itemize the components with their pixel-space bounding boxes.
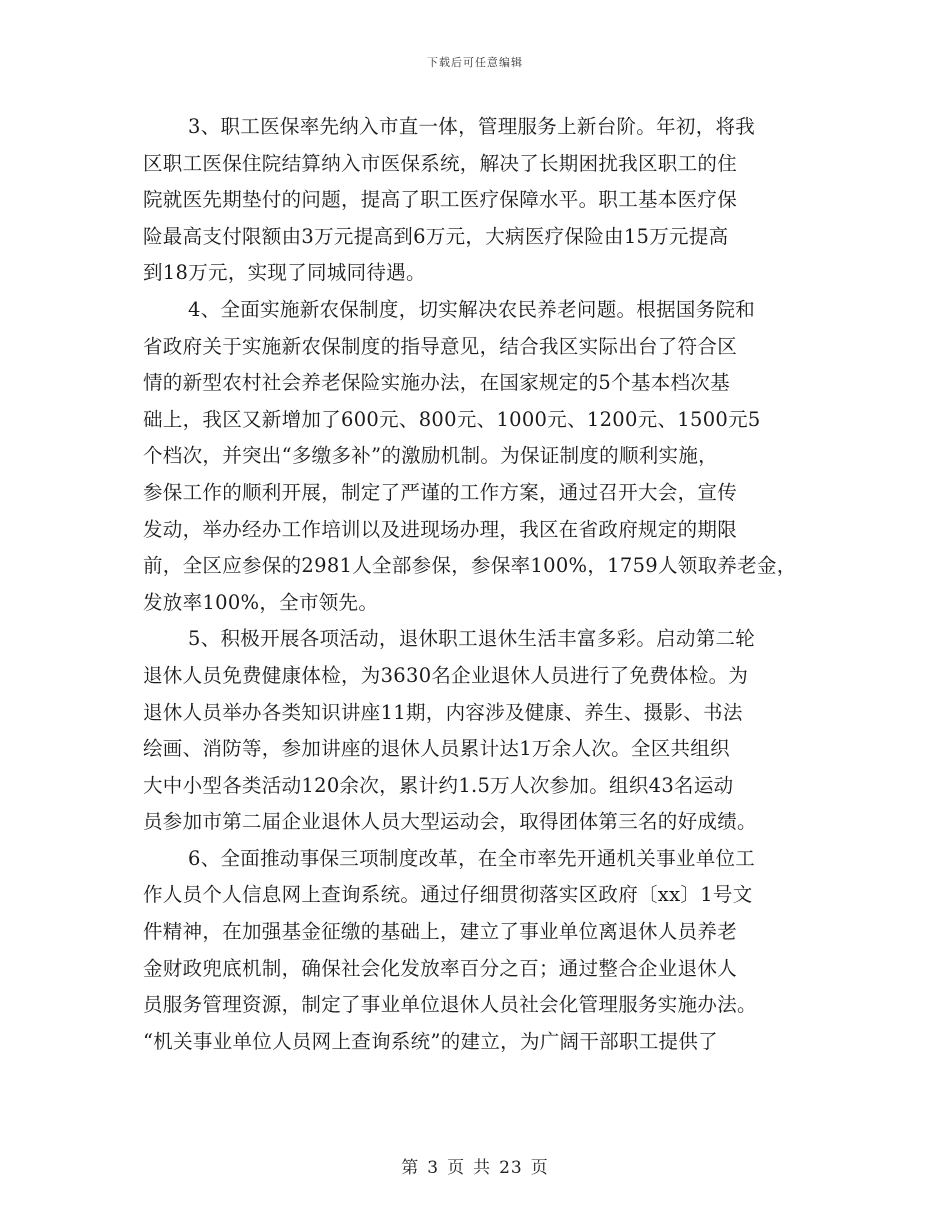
total-page-count: 23 <box>499 1158 523 1178</box>
footer-total-word: 共 <box>473 1158 492 1178</box>
paragraph-line: 发放率100%，全市领先。 <box>143 590 379 614</box>
paragraph-line: 作人员个人信息网上查询系统。通过仔细贯彻落实区政府〔xx〕1号文 <box>143 883 753 907</box>
paragraph-line: 参保工作的顺利开展，制定了严谨的工作方案，通过召开大会，宣传 <box>143 480 738 504</box>
paragraph-line: 员服务管理资源，制定了事业单位退休人员社会化管理服务实施办法。 <box>143 993 757 1017</box>
footer-page-word: 页 <box>447 1158 466 1178</box>
paragraph-line: 到18万元，实现了同城同待遇。 <box>143 261 426 285</box>
paragraph-line: 省政府关于实施新农保制度的指导意见，结合我区实际出台了符合区 <box>143 334 738 358</box>
paragraph-line: 5、积极开展各项活动，退休职工退休生活丰富多彩。启动第二轮 <box>188 627 756 651</box>
current-page-number: 3 <box>427 1158 440 1178</box>
paragraph-line: 6、全面推动事保三项制度改革，在全市率先开通机关事业单位工 <box>188 846 756 870</box>
paragraph-line: 个档次，并突出“多缴多补”的激励机制。为保证制度的顺利实施， <box>143 444 718 468</box>
paragraph-line: 础上，我区又新增加了600元、800元、1000元、1200元、1500元5 <box>143 407 761 431</box>
paragraph-line: 院就医先期垫付的问题，提高了职工医疗保障水平。职工基本医疗保 <box>143 188 738 212</box>
paragraph-line: “机关事业单位人员网上查询系统”的建立，为广阔干部职工提供了 <box>143 1029 718 1053</box>
paragraph-line: 金财政兜底机制，确保社会化发放率百分之百；通过整合企业退休人 <box>143 956 738 980</box>
document-body <box>143 109 833 1060</box>
paragraph-line: 发动，举办经办工作培训以及进现场办理，我区在省政府规定的期限 <box>143 517 738 541</box>
paragraph-line: 前，全区应参保的2981人全部参保，参保率100%，1759人领取养老金， <box>143 554 797 578</box>
paragraph-line: 员参加市第二届企业退休人员大型运动会，取得团体第三名的好成绩。 <box>143 810 757 834</box>
page-footer <box>0 1153 950 1178</box>
paragraph-line: 4、全面实施新农保制度，切实解决农民养老问题。根据国务院和 <box>188 297 756 321</box>
paragraph-line: 3、职工医保率先纳入市直一体，管理服务上新台阶。年初，将我 <box>188 115 756 138</box>
paragraph-line: 件精神，在加强基金征缴的基础上，建立了事业单位离退休人员养老 <box>143 920 738 944</box>
paragraph-line: 绘画、消防等，参加讲座的退休人员累计达1万余人次。全区共组织 <box>143 737 730 761</box>
paragraph-line: 大中小型各类活动120余次，累计约1.5万人次参加。组织43名运动 <box>143 773 734 797</box>
paragraph-line: 退休人员举办各类知识讲座11期，内容涉及健康、养生、摄影、书法 <box>143 700 743 724</box>
paragraph-line: 区职工医保住院结算纳入市医保系统，解决了长期困扰我区职工的住 <box>143 151 738 175</box>
footer-prefix: 第 <box>401 1158 420 1178</box>
page-header: 下载后可任意编辑 <box>427 56 523 69</box>
paragraph-line: 退休人员免费健康体检，为3630名企业退休人员进行了免费体检。为 <box>143 663 749 687</box>
footer-suffix: 页 <box>530 1158 549 1178</box>
paragraph-line: 情的新型农村社会养老保险实施办法，在国家规定的5个基本档次基 <box>143 371 730 395</box>
paragraph-line: 险最高支付限额由3万元提高到6万元，大病医疗保险由15万元提高 <box>143 224 729 248</box>
